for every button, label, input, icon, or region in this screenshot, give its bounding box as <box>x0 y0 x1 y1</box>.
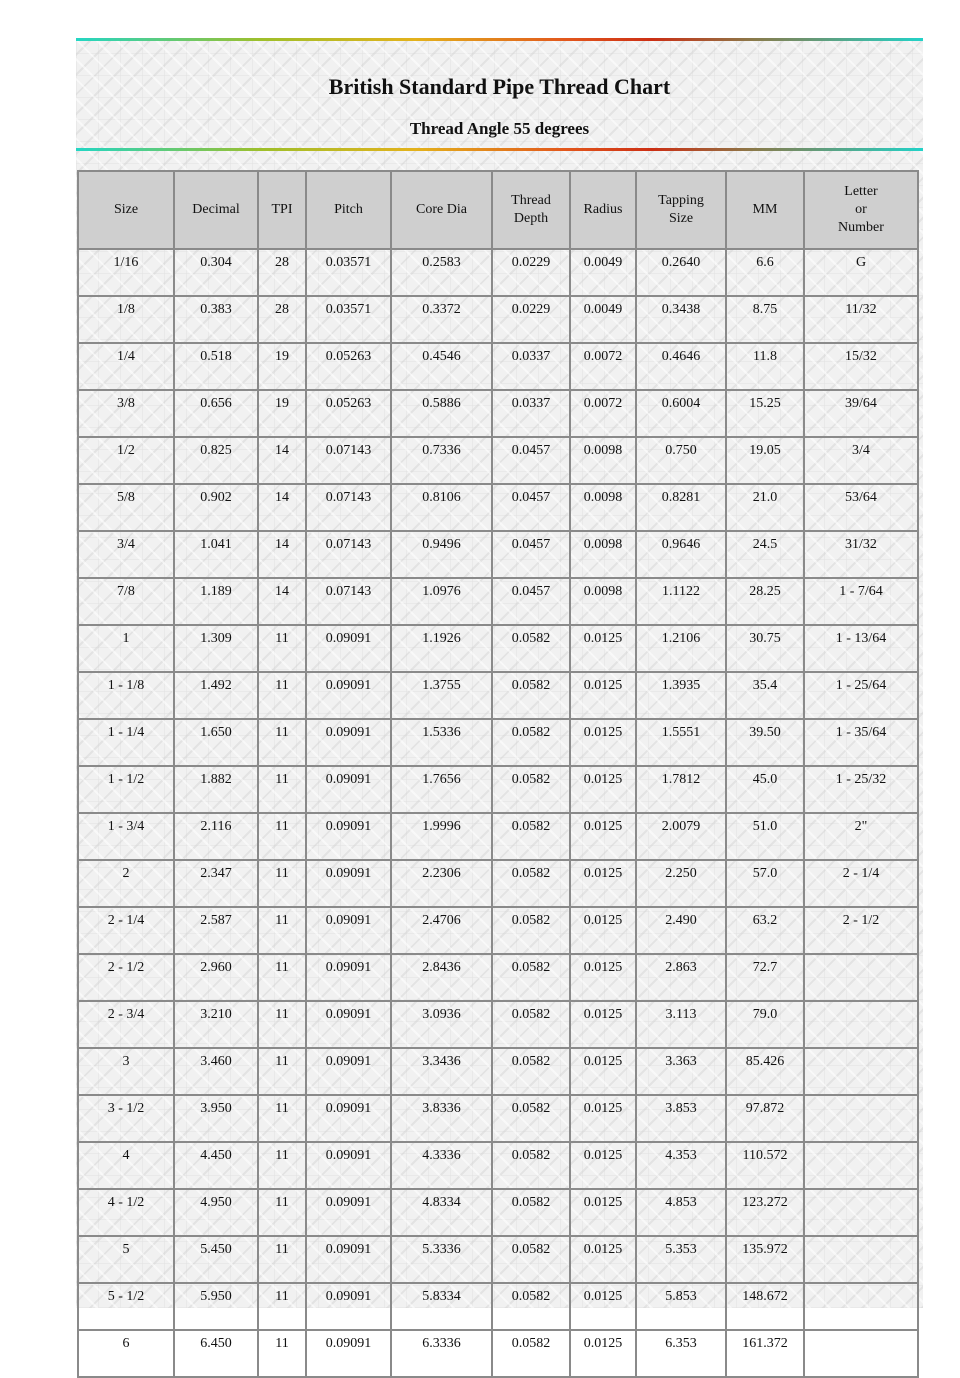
cell-letter-or-number: 2 - 1/4 <box>804 860 918 907</box>
cell-pitch: 0.09091 <box>306 1283 391 1330</box>
column-header-line: Size <box>668 211 694 226</box>
cell-mm: 21.0 <box>726 484 804 531</box>
cell-mm: 24.5 <box>726 531 804 578</box>
cell-thread-depth: 0.0582 <box>492 1095 570 1142</box>
table-row <box>78 1189 918 1236</box>
cell-decimal: 1.882 <box>174 766 258 813</box>
cell-tapping-size: 3.853 <box>636 1095 726 1142</box>
cell-pitch: 0.09091 <box>306 860 391 907</box>
column-header-line: MM <box>752 202 778 217</box>
table-row <box>78 1095 918 1142</box>
cell-tapping-size: 2.863 <box>636 954 726 1001</box>
cell-letter-or-number <box>804 954 918 1001</box>
cell-size: 3/8 <box>78 390 174 437</box>
cell-letter-or-number: 1 - 25/64 <box>804 672 918 719</box>
cell-mm: 39.50 <box>726 719 804 766</box>
cell-tapping-size: 1.1122 <box>636 578 726 625</box>
cell-letter-or-number: G <box>804 249 918 296</box>
cell-decimal: 1.650 <box>174 719 258 766</box>
cell-letter-or-number <box>804 1142 918 1189</box>
cell-mm: 8.75 <box>726 296 804 343</box>
cell-decimal: 3.210 <box>174 1001 258 1048</box>
cell-core-dia: 4.8334 <box>391 1189 492 1236</box>
cell-mm: 85.426 <box>726 1048 804 1095</box>
cell-tpi: 14 <box>258 578 306 625</box>
cell-letter-or-number <box>804 1330 918 1377</box>
cell-letter-or-number: 1 - 7/64 <box>804 578 918 625</box>
cell-decimal: 4.950 <box>174 1189 258 1236</box>
cell-tpi: 11 <box>258 1283 306 1330</box>
cell-pitch: 0.09091 <box>306 1236 391 1283</box>
cell-mm: 6.6 <box>726 249 804 296</box>
cell-tpi: 11 <box>258 766 306 813</box>
column-header-line: Pitch <box>334 202 363 217</box>
cell-letter-or-number <box>804 1236 918 1283</box>
cell-mm: 148.672 <box>726 1283 804 1330</box>
cell-size: 5 - 1/2 <box>78 1283 174 1330</box>
cell-tpi: 14 <box>258 437 306 484</box>
cell-tapping-size: 0.4646 <box>636 343 726 390</box>
cell-tpi: 11 <box>258 1236 306 1283</box>
column-header-core-dia <box>391 171 492 249</box>
cell-tapping-size: 0.9646 <box>636 531 726 578</box>
cell-thread-depth: 0.0582 <box>492 1001 570 1048</box>
cell-decimal: 2.347 <box>174 860 258 907</box>
cell-letter-or-number <box>804 1048 918 1095</box>
table-row <box>78 672 918 719</box>
cell-radius: 0.0125 <box>570 766 636 813</box>
cell-mm: 45.0 <box>726 766 804 813</box>
cell-size: 1/2 <box>78 437 174 484</box>
cell-decimal: 0.825 <box>174 437 258 484</box>
cell-decimal: 5.950 <box>174 1283 258 1330</box>
cell-thread-depth: 0.0582 <box>492 1330 570 1377</box>
cell-tapping-size: 1.5551 <box>636 719 726 766</box>
cell-mm: 123.272 <box>726 1189 804 1236</box>
cell-pitch: 0.09091 <box>306 954 391 1001</box>
cell-mm: 135.972 <box>726 1236 804 1283</box>
cell-letter-or-number: 2" <box>804 813 918 860</box>
cell-tpi: 11 <box>258 907 306 954</box>
cell-radius: 0.0125 <box>570 1001 636 1048</box>
cell-decimal: 2.960 <box>174 954 258 1001</box>
cell-size: 2 - 3/4 <box>78 1001 174 1048</box>
cell-pitch: 0.05263 <box>306 390 391 437</box>
cell-tapping-size: 4.853 <box>636 1189 726 1236</box>
cell-radius: 0.0098 <box>570 531 636 578</box>
cell-mm: 51.0 <box>726 813 804 860</box>
cell-tapping-size: 3.113 <box>636 1001 726 1048</box>
cell-core-dia: 0.7336 <box>391 437 492 484</box>
table-row <box>78 1001 918 1048</box>
cell-thread-depth: 0.0457 <box>492 484 570 531</box>
cell-core-dia: 1.7656 <box>391 766 492 813</box>
cell-letter-or-number: 15/32 <box>804 343 918 390</box>
cell-tapping-size: 0.2640 <box>636 249 726 296</box>
table-row <box>78 907 918 954</box>
cell-decimal: 2.587 <box>174 907 258 954</box>
cell-mm: 161.372 <box>726 1330 804 1377</box>
table-row <box>78 954 918 1001</box>
cell-radius: 0.0125 <box>570 672 636 719</box>
column-header-size <box>78 171 174 249</box>
column-header-tpi <box>258 171 306 249</box>
cell-letter-or-number: 39/64 <box>804 390 918 437</box>
cell-letter-or-number: 1 - 25/32 <box>804 766 918 813</box>
cell-core-dia: 0.4546 <box>391 343 492 390</box>
table-row <box>78 1048 918 1095</box>
table-row <box>78 766 918 813</box>
table-row <box>78 484 918 531</box>
column-header-radius <box>570 171 636 249</box>
table-row <box>78 437 918 484</box>
table-row <box>78 343 918 390</box>
column-header-line: Depth <box>513 211 549 226</box>
column-header-line: Size <box>113 202 139 217</box>
cell-decimal: 2.116 <box>174 813 258 860</box>
cell-core-dia: 0.5886 <box>391 390 492 437</box>
cell-radius: 0.0125 <box>570 1330 636 1377</box>
cell-tpi: 11 <box>258 1142 306 1189</box>
cell-tpi: 19 <box>258 390 306 437</box>
column-header-line: Thread <box>511 193 551 208</box>
cell-thread-depth: 0.0582 <box>492 1189 570 1236</box>
cell-thread-depth: 0.0457 <box>492 437 570 484</box>
cell-core-dia: 1.0976 <box>391 578 492 625</box>
column-header-line: Decimal <box>192 202 240 217</box>
cell-tpi: 19 <box>258 343 306 390</box>
cell-size: 1 - 3/4 <box>78 813 174 860</box>
cell-core-dia: 2.2306 <box>391 860 492 907</box>
cell-pitch: 0.07143 <box>306 437 391 484</box>
cell-core-dia: 0.2583 <box>391 249 492 296</box>
cell-size: 7/8 <box>78 578 174 625</box>
cell-radius: 0.0125 <box>570 1283 636 1330</box>
column-header-thread-depth <box>492 171 570 249</box>
table-row <box>78 1236 918 1283</box>
cell-tapping-size: 5.353 <box>636 1236 726 1283</box>
cell-radius: 0.0125 <box>570 860 636 907</box>
column-header-tapping-size <box>636 171 726 249</box>
cell-mm: 15.25 <box>726 390 804 437</box>
cell-pitch: 0.07143 <box>306 578 391 625</box>
cell-pitch: 0.09091 <box>306 813 391 860</box>
column-header-line: or <box>855 202 867 217</box>
cell-pitch: 0.09091 <box>306 1095 391 1142</box>
cell-tapping-size: 1.2106 <box>636 625 726 672</box>
cell-tapping-size: 2.490 <box>636 907 726 954</box>
cell-mm: 35.4 <box>726 672 804 719</box>
cell-tpi: 11 <box>258 860 306 907</box>
cell-letter-or-number <box>804 1283 918 1330</box>
cell-decimal: 3.950 <box>174 1095 258 1142</box>
cell-radius: 0.0125 <box>570 1048 636 1095</box>
cell-letter-or-number <box>804 1095 918 1142</box>
cell-decimal: 0.518 <box>174 343 258 390</box>
cell-core-dia: 3.8336 <box>391 1095 492 1142</box>
table-row <box>78 390 918 437</box>
cell-thread-depth: 0.0582 <box>492 719 570 766</box>
column-header-letter-or-number <box>804 171 918 249</box>
cell-tpi: 11 <box>258 1189 306 1236</box>
cell-tapping-size: 2.250 <box>636 860 726 907</box>
thread-table <box>77 170 919 1378</box>
page-title: British Standard Pipe Thread Chart <box>328 74 671 99</box>
cell-decimal: 1.492 <box>174 672 258 719</box>
table-row <box>78 1142 918 1189</box>
cell-decimal: 0.383 <box>174 296 258 343</box>
cell-radius: 0.0098 <box>570 437 636 484</box>
cell-letter-or-number: 11/32 <box>804 296 918 343</box>
cell-decimal: 1.189 <box>174 578 258 625</box>
cell-mm: 19.05 <box>726 437 804 484</box>
cell-pitch: 0.09091 <box>306 1189 391 1236</box>
cell-radius: 0.0125 <box>570 813 636 860</box>
cell-letter-or-number: 2 - 1/2 <box>804 907 918 954</box>
cell-size: 2 <box>78 860 174 907</box>
cell-thread-depth: 0.0582 <box>492 860 570 907</box>
column-header-pitch <box>306 171 391 249</box>
cell-letter-or-number: 3/4 <box>804 437 918 484</box>
cell-mm: 110.572 <box>726 1142 804 1189</box>
table-row <box>78 625 918 672</box>
cell-radius: 0.0049 <box>570 296 636 343</box>
cell-thread-depth: 0.0229 <box>492 249 570 296</box>
cell-thread-depth: 0.0582 <box>492 954 570 1001</box>
cell-decimal: 0.902 <box>174 484 258 531</box>
cell-tpi: 11 <box>258 813 306 860</box>
cell-pitch: 0.09091 <box>306 1048 391 1095</box>
cell-decimal: 4.450 <box>174 1142 258 1189</box>
table-row <box>78 813 918 860</box>
column-header-line: Core Dia <box>416 202 467 217</box>
cell-tapping-size: 0.8281 <box>636 484 726 531</box>
table-row <box>78 1330 918 1377</box>
cell-radius: 0.0098 <box>570 578 636 625</box>
page-subtitle: Thread Angle 55 degrees <box>409 119 590 138</box>
table-row <box>78 860 918 907</box>
cell-tapping-size: 1.7812 <box>636 766 726 813</box>
cell-letter-or-number: 1 - 35/64 <box>804 719 918 766</box>
cell-tapping-size: 3.363 <box>636 1048 726 1095</box>
cell-pitch: 0.09091 <box>306 719 391 766</box>
cell-pitch: 0.03571 <box>306 296 391 343</box>
cell-size: 1/4 <box>78 343 174 390</box>
cell-decimal: 1.309 <box>174 625 258 672</box>
cell-tapping-size: 6.353 <box>636 1330 726 1377</box>
cell-core-dia: 5.3336 <box>391 1236 492 1283</box>
cell-mm: 11.8 <box>726 343 804 390</box>
cell-radius: 0.0125 <box>570 625 636 672</box>
cell-tapping-size: 0.750 <box>636 437 726 484</box>
cell-tpi: 11 <box>258 1048 306 1095</box>
cell-mm: 28.25 <box>726 578 804 625</box>
cell-size: 2 - 1/4 <box>78 907 174 954</box>
cell-tpi: 11 <box>258 1001 306 1048</box>
cell-tpi: 11 <box>258 1330 306 1377</box>
cell-size: 4 <box>78 1142 174 1189</box>
cell-tapping-size: 5.853 <box>636 1283 726 1330</box>
cell-core-dia: 1.3755 <box>391 672 492 719</box>
cell-radius: 0.0125 <box>570 954 636 1001</box>
cell-letter-or-number: 31/32 <box>804 531 918 578</box>
cell-tpi: 11 <box>258 625 306 672</box>
cell-thread-depth: 0.0457 <box>492 578 570 625</box>
cell-thread-depth: 0.0337 <box>492 390 570 437</box>
cell-tpi: 28 <box>258 249 306 296</box>
cell-size: 1 - 1/2 <box>78 766 174 813</box>
cell-thread-depth: 0.0582 <box>492 625 570 672</box>
column-header-mm <box>726 171 804 249</box>
table-row <box>78 1283 918 1330</box>
cell-mm: 79.0 <box>726 1001 804 1048</box>
cell-pitch: 0.05263 <box>306 343 391 390</box>
cell-size: 1/8 <box>78 296 174 343</box>
cell-pitch: 0.09091 <box>306 672 391 719</box>
column-header-line: Radius <box>583 202 623 217</box>
cell-size: 4 - 1/2 <box>78 1189 174 1236</box>
cell-size: 3 - 1/2 <box>78 1095 174 1142</box>
column-header-line: Number <box>838 220 884 235</box>
cell-pitch: 0.07143 <box>306 531 391 578</box>
cell-core-dia: 1.5336 <box>391 719 492 766</box>
cell-core-dia: 0.8106 <box>391 484 492 531</box>
cell-tapping-size: 4.353 <box>636 1142 726 1189</box>
cell-size: 2 - 1/2 <box>78 954 174 1001</box>
cell-thread-depth: 0.0582 <box>492 766 570 813</box>
table-row <box>78 578 918 625</box>
cell-mm: 63.2 <box>726 907 804 954</box>
cell-tapping-size: 1.3935 <box>636 672 726 719</box>
cell-radius: 0.0125 <box>570 1236 636 1283</box>
cell-core-dia: 0.9496 <box>391 531 492 578</box>
cell-mm: 30.75 <box>726 625 804 672</box>
cell-size: 1 - 1/8 <box>78 672 174 719</box>
cell-radius: 0.0098 <box>570 484 636 531</box>
cell-size: 5 <box>78 1236 174 1283</box>
table-body <box>78 249 918 1377</box>
cell-thread-depth: 0.0582 <box>492 1048 570 1095</box>
cell-tapping-size: 2.0079 <box>636 813 726 860</box>
header-divider <box>76 148 923 151</box>
cell-pitch: 0.09091 <box>306 1001 391 1048</box>
cell-thread-depth: 0.0582 <box>492 1236 570 1283</box>
cell-decimal: 0.304 <box>174 249 258 296</box>
cell-size: 1 <box>78 625 174 672</box>
top-divider <box>76 38 923 41</box>
column-header-line: Tapping <box>658 193 704 208</box>
cell-core-dia: 5.8334 <box>391 1283 492 1330</box>
cell-decimal: 0.656 <box>174 390 258 437</box>
cell-radius: 0.0125 <box>570 719 636 766</box>
cell-core-dia: 6.3336 <box>391 1330 492 1377</box>
column-header-decimal <box>174 171 258 249</box>
cell-tpi: 11 <box>258 954 306 1001</box>
cell-core-dia: 1.9996 <box>391 813 492 860</box>
cell-radius: 0.0049 <box>570 249 636 296</box>
column-header-line: Letter <box>844 184 878 199</box>
cell-thread-depth: 0.0337 <box>492 343 570 390</box>
cell-tpi: 28 <box>258 296 306 343</box>
cell-size: 1/16 <box>78 249 174 296</box>
cell-radius: 0.0125 <box>570 1142 636 1189</box>
table-row <box>78 249 918 296</box>
cell-pitch: 0.09091 <box>306 1330 391 1377</box>
table-header-row <box>78 171 918 249</box>
cell-radius: 0.0125 <box>570 1189 636 1236</box>
cell-mm: 97.872 <box>726 1095 804 1142</box>
cell-tpi: 11 <box>258 672 306 719</box>
cell-tapping-size: 0.6004 <box>636 390 726 437</box>
cell-pitch: 0.09091 <box>306 766 391 813</box>
cell-radius: 0.0072 <box>570 343 636 390</box>
cell-thread-depth: 0.0582 <box>492 1283 570 1330</box>
cell-size: 5/8 <box>78 484 174 531</box>
cell-pitch: 0.07143 <box>306 484 391 531</box>
cell-pitch: 0.09091 <box>306 907 391 954</box>
cell-thread-depth: 0.0582 <box>492 1142 570 1189</box>
cell-tpi: 14 <box>258 484 306 531</box>
table-row <box>78 296 918 343</box>
cell-core-dia: 2.4706 <box>391 907 492 954</box>
cell-tapping-size: 0.3438 <box>636 296 726 343</box>
cell-core-dia: 3.0936 <box>391 1001 492 1048</box>
cell-pitch: 0.09091 <box>306 1142 391 1189</box>
cell-core-dia: 3.3436 <box>391 1048 492 1095</box>
cell-tpi: 11 <box>258 1095 306 1142</box>
cell-thread-depth: 0.0229 <box>492 296 570 343</box>
cell-thread-depth: 0.0582 <box>492 813 570 860</box>
cell-mm: 57.0 <box>726 860 804 907</box>
table-row <box>78 719 918 766</box>
table-row <box>78 531 918 578</box>
cell-thread-depth: 0.0457 <box>492 531 570 578</box>
cell-letter-or-number <box>804 1189 918 1236</box>
cell-core-dia: 2.8436 <box>391 954 492 1001</box>
cell-radius: 0.0125 <box>570 1095 636 1142</box>
cell-core-dia: 4.3336 <box>391 1142 492 1189</box>
cell-thread-depth: 0.0582 <box>492 907 570 954</box>
cell-tpi: 14 <box>258 531 306 578</box>
cell-size: 1 - 1/4 <box>78 719 174 766</box>
cell-mm: 72.7 <box>726 954 804 1001</box>
cell-radius: 0.0072 <box>570 390 636 437</box>
cell-decimal: 5.450 <box>174 1236 258 1283</box>
cell-tpi: 11 <box>258 719 306 766</box>
cell-decimal: 1.041 <box>174 531 258 578</box>
cell-core-dia: 1.1926 <box>391 625 492 672</box>
cell-decimal: 6.450 <box>174 1330 258 1377</box>
cell-thread-depth: 0.0582 <box>492 672 570 719</box>
cell-size: 6 <box>78 1330 174 1377</box>
cell-letter-or-number: 1 - 13/64 <box>804 625 918 672</box>
column-header-line: TPI <box>271 202 293 217</box>
cell-size: 3/4 <box>78 531 174 578</box>
cell-core-dia: 0.3372 <box>391 296 492 343</box>
cell-radius: 0.0125 <box>570 907 636 954</box>
cell-size: 3 <box>78 1048 174 1095</box>
cell-pitch: 0.03571 <box>306 249 391 296</box>
cell-decimal: 3.460 <box>174 1048 258 1095</box>
cell-letter-or-number: 53/64 <box>804 484 918 531</box>
cell-letter-or-number <box>804 1001 918 1048</box>
cell-pitch: 0.09091 <box>306 625 391 672</box>
